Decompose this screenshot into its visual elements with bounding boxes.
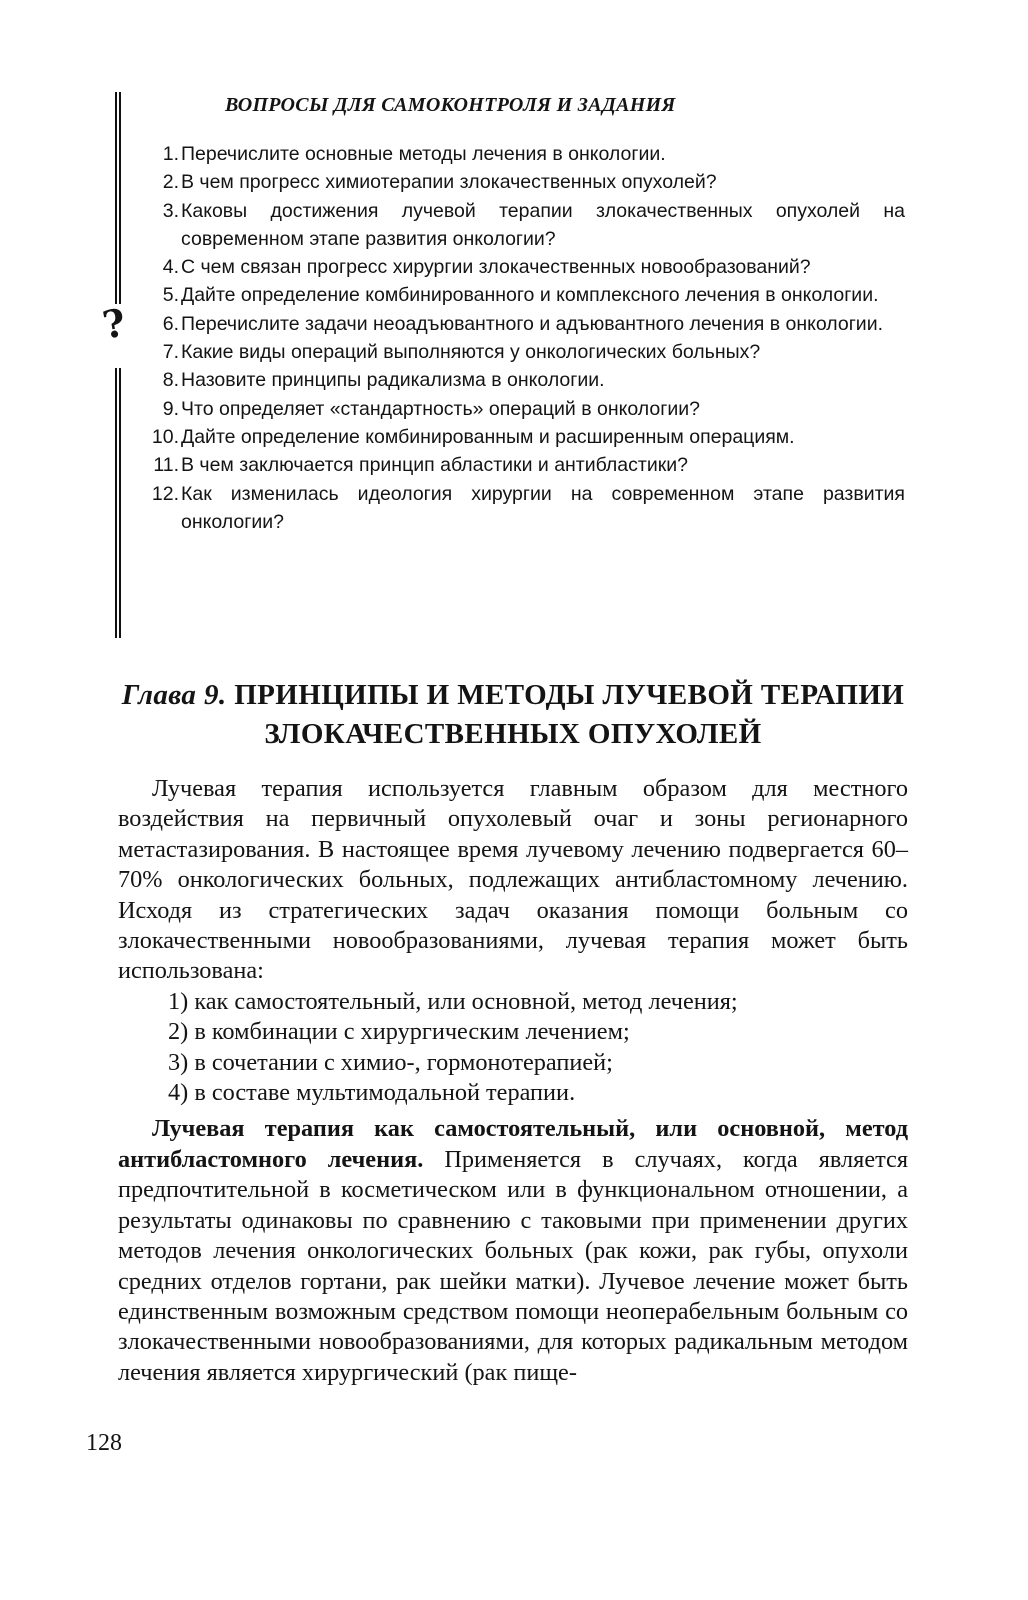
question-item <box>155 310 905 338</box>
question-item <box>155 281 905 309</box>
question-item <box>155 253 905 281</box>
question-item <box>155 197 905 254</box>
question-text: Дайте определение комбинированным и расширенным операциям. <box>181 425 795 448</box>
page-number: 128 <box>86 1430 122 1456</box>
paragraph-text: Применяется в случаях, когда является предпочтительной в косметическом или в функциональном отношении, а результаты одинаковы по сравнению с таковыми при применении других методов лечения онкологических больных (рак кожи, рак губы, опухоли средних отделов гортани, рак шейки матки). Лучевое лечение может быть единственным возможным средством помощи неоперабельным больным со злокачественными новообразованиями, для которых радикальным методом лечения является хирургический (рак пище- <box>118 1145 908 1386</box>
question-item <box>155 168 905 196</box>
question-mark-icon: ? <box>99 299 129 348</box>
margin-rule-top <box>115 92 121 304</box>
chapter-title: ПРИНЦИПЫ И МЕТОДЫ ЛУЧЕВОЙ ТЕРАПИИ ЗЛОКАЧЕСТВЕННЫХ ОПУХОЛЕЙ <box>234 679 905 750</box>
question-text: Перечислите задачи неоадъювантного и адъювантного лечения в онкологии. <box>181 312 884 335</box>
question-text: С чем связан прогресс хирургии злокачественных новообразований? <box>181 256 811 279</box>
question-number: 2. <box>162 171 179 194</box>
question-text: Каковы достижения лучевой терапии злокачественных опухолей на современном этапе развития онкологии? <box>181 199 905 250</box>
question-number: 6. <box>162 312 179 335</box>
question-number: 11. <box>153 454 179 477</box>
question-text: В чем прогресс химиотерапии злокачественных опухолей? <box>181 171 717 194</box>
question-number: 1. <box>162 143 179 165</box>
question-number: 3. <box>162 199 179 222</box>
question-item <box>155 395 905 423</box>
question-item <box>151 480 905 537</box>
chapter-heading <box>118 676 908 754</box>
question-number: 9. <box>162 397 179 420</box>
usage-list-item: 2) в комбинации с хирургическим лечением; <box>168 1018 630 1046</box>
question-text: Дайте определение комбинированного и комплексного лечения в онкологии. <box>181 284 879 307</box>
question-text: Что определяет «стандартность» операций в онкологии? <box>181 397 700 420</box>
question-item <box>155 451 905 479</box>
margin-rule-bottom <box>115 368 121 638</box>
question-text: Перечислите основные методы лечения в онкологии. <box>181 143 666 165</box>
question-item <box>155 140 905 168</box>
question-text: Какие виды операций выполняются у онкологических больных? <box>181 341 761 364</box>
usage-list-item: 3) в сочетании с химио-, гормонотерапией; <box>168 1048 613 1076</box>
question-text: В чем заключается принцип абластики и антибластики? <box>181 454 688 477</box>
self-check-questions <box>99 92 905 638</box>
intro-paragraph: Лучевая терапия используется главным образом для местного воздействия на первичный опухолевый очаг и зоны регионарного метастазирования. В настоящее время лучевому лечению подвергается 60–70% онкологических больных, подлежащих антибластомному лечению. Исходя из стратегических задач оказания помощи больным со злокачественными новообразованиями, лучевая терапия может быть использована: <box>118 775 908 985</box>
usage-list-item: 1) как самостоятельный, или основной, метод лечения; <box>168 987 738 1015</box>
questions-heading: ВОПРОСЫ ДЛЯ САМОКОНТРОЛЯ И ЗАДАНИЯ <box>225 94 676 116</box>
question-number: 7. <box>162 341 179 364</box>
usage-list-item: 4) в составе мультимодальной терапии. <box>168 1079 576 1107</box>
chapter-body <box>118 774 908 1388</box>
question-text: Как изменилась идеология хирургии на современном этапе развития онкологии? <box>181 482 905 533</box>
question-item <box>155 338 905 366</box>
question-number: 5. <box>162 284 179 307</box>
question-item <box>151 423 905 451</box>
radiotherapy-paragraph <box>118 1114 908 1388</box>
chapter-label: Глава 9. <box>121 679 227 711</box>
question-number: 8. <box>162 369 179 392</box>
question-number: 4. <box>162 256 179 279</box>
paragraph-lead-in: Лучевая терапия как самостоятельный, или основной, метод антибластомного лечения. <box>118 1115 908 1173</box>
question-number: 10. <box>151 425 179 448</box>
question-number: 12. <box>151 482 179 505</box>
question-item <box>155 366 905 394</box>
questions-list <box>151 140 905 536</box>
question-text: Назовите принципы радикализма в онкологии. <box>181 369 605 392</box>
